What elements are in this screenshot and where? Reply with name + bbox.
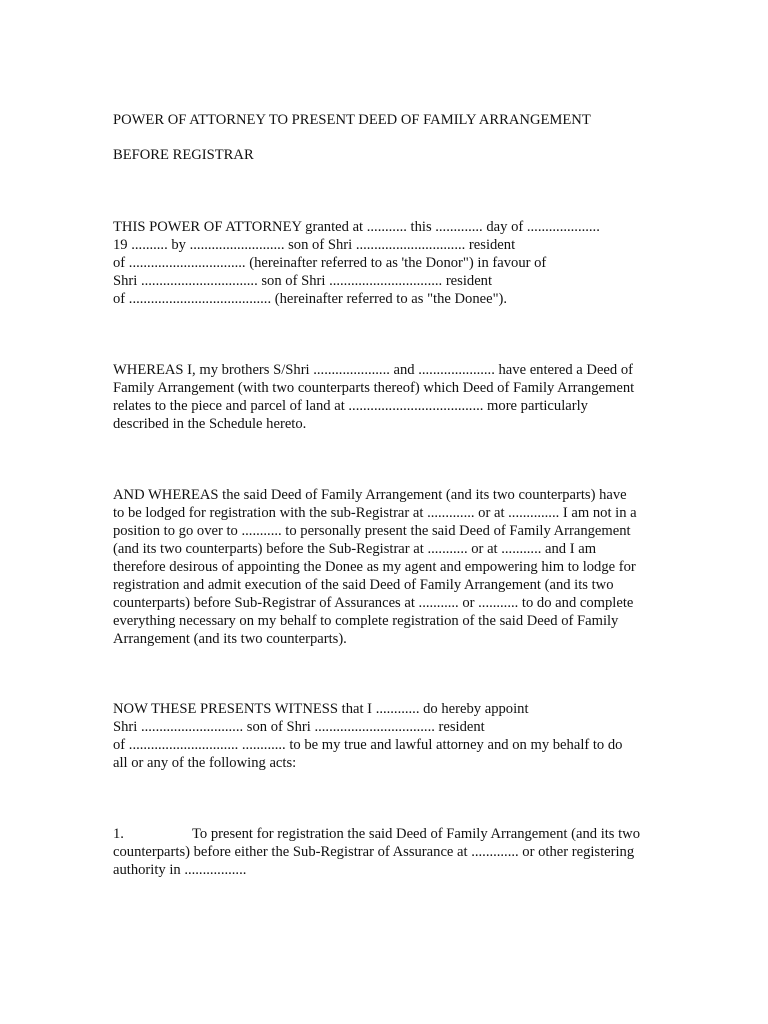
paragraph-line: WHEREAS I, my brothers S/Shri ..................... and ..................... have entered a Deed of <box>113 362 634 378</box>
paragraph-line: 19 .......... by .......................... son of Shri .............................. resident <box>113 237 516 253</box>
paragraph-line: NOW THESE PRESENTS WITNESS that I ............ do hereby appoint <box>113 701 529 717</box>
paragraph-line: Arrangement (and its two counterparts). <box>113 631 347 647</box>
paragraph-line: everything necessary on my behalf to complete registration of the said Deed of Family <box>113 613 619 629</box>
paragraph-line: of ................................ (hereinafter referred to as 'the Donor") in favour of <box>113 255 547 271</box>
paragraph-line: relates to the piece and parcel of land at ..................................... more particularly <box>113 398 588 414</box>
list-item-line: counterparts) before either the Sub-Registrar of Assurance at ............. or other registering <box>113 844 635 860</box>
paragraph-line: Family Arrangement (with two counterparts thereof) which Deed of Family Arrangement <box>113 380 635 396</box>
paragraph-line: counterparts) before Sub-Registrar of Assurances at ........... or ........... to do and complete <box>113 595 634 611</box>
paragraph-line: AND WHEREAS the said Deed of Family Arrangement (and its two counterparts) have <box>113 487 627 503</box>
list-item-line: To present for registration the said Deed of Family Arrangement (and its two <box>192 826 641 842</box>
paragraph-line: Shri ................................ son of Shri ............................... resident <box>113 273 493 289</box>
paragraph-line: of ....................................... (hereinafter referred to as "the Donee"). <box>113 291 508 307</box>
paragraph-line: therefore desirous of appointing the Donee as my agent and empowering him to lodge for <box>113 559 636 575</box>
list-item-number: 1. <box>113 826 124 842</box>
paragraph-line: position to go over to ........... to personally present the said Deed of Family Arrangement <box>113 523 631 539</box>
paragraph-line: to be lodged for registration with the sub-Registrar at ............. or at .............. I am not in a <box>113 505 637 521</box>
paragraph-line: all or any of the following acts: <box>113 755 297 771</box>
document-title-line-2: BEFORE REGISTRAR <box>113 147 254 163</box>
paragraph-line: described in the Schedule hereto. <box>113 416 307 432</box>
paragraph-line: of .............................. ............ to be my true and lawful attorney and on my behalf to do <box>113 737 623 753</box>
document-title-line-1: POWER OF ATTORNEY TO PRESENT DEED OF FAMILY ARRANGEMENT <box>113 112 591 128</box>
paragraph-line: Shri ............................ son of Shri ................................. resident <box>113 719 485 735</box>
list-item-line: authority in ................. <box>113 862 247 878</box>
paragraph-line: (and its two counterparts) before the Sub-Registrar at ........... or at ........... and I am <box>113 541 597 557</box>
paragraph-line: THIS POWER OF ATTORNEY granted at ........... this ............. day of .................... <box>113 219 600 235</box>
paragraph-line: registration and admit execution of the said Deed of Family Arrangement (and its two <box>113 577 614 593</box>
